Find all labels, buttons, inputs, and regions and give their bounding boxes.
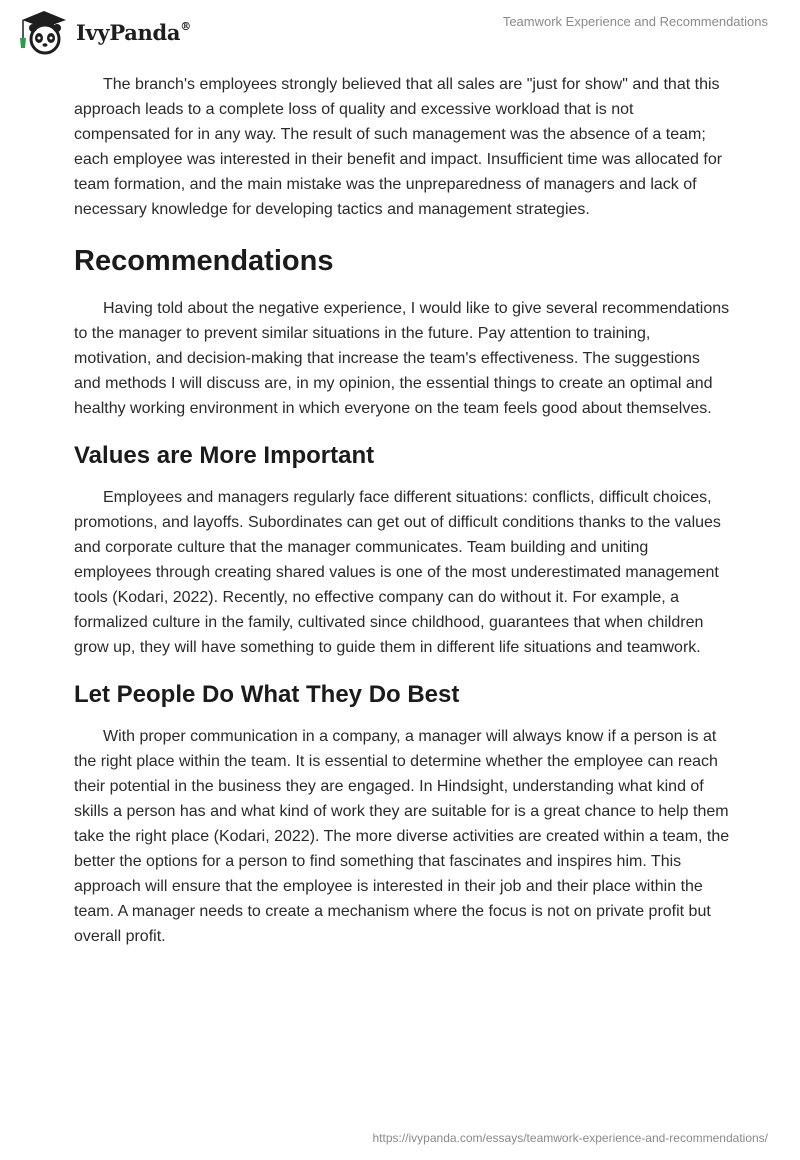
essay-content (74, 72, 730, 949)
ivypanda-logo[interactable] (14, 8, 191, 56)
recommendations-paragraph: Having told about the negative experience, I would like to give several recommendations to the manager to prevent similar situations in the future. Pay attention to training, motivation, and decision-making that increase the team's effectiveness. The suggestions and methods I will discuss are, in my opinion, the essential things to create an optimal and healthy working environment in which everyone on the team feels good about themselves. (74, 300, 730, 417)
page-header (0, 0, 800, 62)
panda-graduate-icon (14, 8, 72, 56)
people-heading: Let People Do What They Do Best (74, 681, 460, 708)
recommendations-heading: Recommendations (74, 245, 334, 277)
source-url[interactable]: https://ivypanda.com/essays/teamwork-experience-and-recommendations/ (372, 1131, 768, 1145)
values-heading: Values are More Important (74, 442, 375, 469)
intro-paragraph: The branch's employees strongly believed that all sales are "just for show" and that this approach leads to a complete loss of quality and excessive workload that is not compensated for in any way. The result of such management was the absence of a team; each employee was interested in their benefit and impact. Insufficient time was allocated for team formation, and the main mistake was the unpreparedness of managers and lack of necessary knowledge for developing tactics and management strategies. (74, 76, 723, 218)
brand-name: IvyPanda® (76, 19, 191, 45)
values-paragraph: Employees and managers regularly face different situations: conflicts, difficult choices, promotions, and layoffs. Subordinates can get out of difficult conditions thanks to the values and corporate culture that the manager communicates. Team building and uniting employees through creating shared values is one of the most underestimated management tools (Kodari, 2022). Recently, no effective company can do without it. For example, a formalized culture in the family, cultivated since childhood, guarantees that when children grow up, they will have something to guide them in different life situations and teamwork. (74, 489, 721, 656)
document-title: Teamwork Experience and Recommendations (502, 14, 768, 29)
people-paragraph: With proper communication in a company, a manager will always know if a person is at the right place within the team. It is essential to determine whether the employee can reach their potential in the business they are engaged. In Hindsight, understanding what kind of skills a person has and what kind of work they are suitable for is a great chance to help them take the right place (Kodari, 2022). The more diverse activities are created within a team, the better the options for a person to find something that fascinates and inspires him. This approach will ensure that the employee is interested in their job and their place within the team. A manager needs to create a mechanism where the focus is not on private profit but overall profit. (74, 728, 730, 945)
